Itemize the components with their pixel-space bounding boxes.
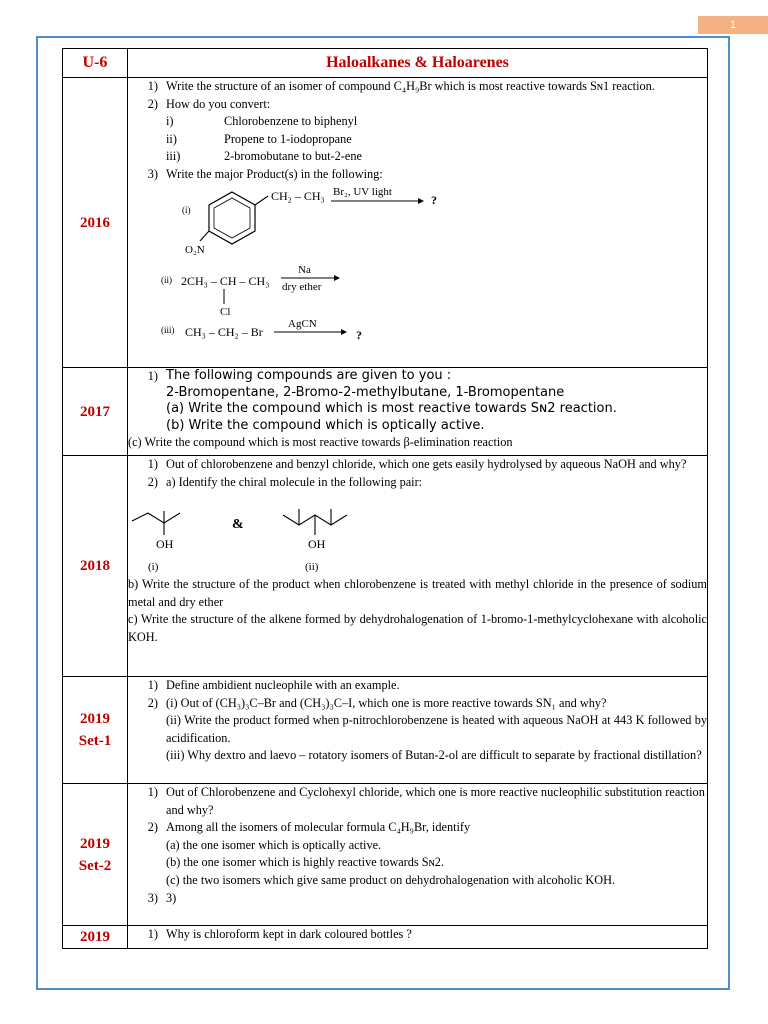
year-label: 2019 xyxy=(80,835,110,852)
question-item xyxy=(128,890,707,908)
question-text: Write the major Product(s) in the following: xyxy=(166,166,383,181)
product-placeholder: ? xyxy=(431,192,437,207)
sub-text: Propene to 1-iodopropane xyxy=(224,131,352,146)
question-number: 1) xyxy=(147,369,158,383)
sub-number: ii) xyxy=(166,131,177,146)
sub-number: i) xyxy=(166,114,174,129)
sub-question xyxy=(128,148,707,166)
question-cell xyxy=(128,677,708,784)
year-cell xyxy=(63,926,128,949)
sub-question: (a) the one isomer which is optically active. xyxy=(166,837,382,852)
question-number: 2) xyxy=(147,820,158,835)
question-text: Out of Chlorobenzene and Cyclohexyl chloride, which one is more reactive nucleophilic substitution reaction and why? xyxy=(166,785,705,817)
skeletal-structure xyxy=(132,513,180,523)
question-text xyxy=(166,368,707,434)
structure-label: (i) xyxy=(148,561,159,574)
question-text: Define ambidient nucleophile with an example. xyxy=(166,678,400,692)
year-label: 2019 xyxy=(80,711,110,727)
structure-label: (ii) xyxy=(305,561,319,574)
question-item xyxy=(128,96,707,114)
year-cell xyxy=(63,78,128,368)
benzene-ring xyxy=(209,192,255,244)
table-row xyxy=(63,926,708,949)
arrow-head xyxy=(418,198,424,204)
chiral-pair-figure xyxy=(128,491,688,573)
sub-question: (c) the two isomers which give same product on dehydrohalogenation with alcoholic KOH. xyxy=(166,872,616,887)
question-item xyxy=(128,677,707,695)
question-cell xyxy=(128,368,708,456)
year-label: 2019 xyxy=(80,929,110,945)
question-line: (c) Write the compound which is most reactive towards β-elimination reaction xyxy=(128,435,513,449)
set-label: Set-2 xyxy=(78,857,112,874)
reaction-schemes xyxy=(128,184,688,349)
reaction-label: (iii) xyxy=(161,324,175,335)
sub-question xyxy=(128,113,707,131)
reagent-text: AgCN xyxy=(288,317,317,330)
question-text: (i) Out of (CH₃)₃C–Br and (CH₃)₃C–I, which one is more reactive towards SN₁ and why? xyxy=(166,695,607,710)
product-placeholder: ? xyxy=(356,327,362,342)
reaction-label: (i) xyxy=(182,204,191,215)
question-item xyxy=(128,78,707,96)
question-number: 1) xyxy=(147,785,158,799)
bond-line xyxy=(255,196,268,205)
question-cell xyxy=(128,784,708,926)
year-label: 2016 xyxy=(80,214,110,231)
question-number: 1) xyxy=(147,678,158,692)
table-row xyxy=(63,368,708,456)
question-line: 2-Bromopentane, 2-Bromo-2-methylbutane, 1-Bromopentane xyxy=(166,384,565,400)
question-text: a) Identify the chiral molecule in the following pair: xyxy=(166,474,423,489)
question-text: Out of chlorobenzene and benzyl chloride, which one gets easily hydrolysed by aqueous NaOH and why? xyxy=(166,457,687,471)
question-item xyxy=(128,456,707,474)
question-number: 1) xyxy=(147,927,158,941)
question-text: How do you convert: xyxy=(166,96,271,111)
reagent-text: Br₂, UV light xyxy=(333,185,392,198)
question-cell xyxy=(128,926,708,949)
question-text: Why is chloroform kept in dark coloured bottles ? xyxy=(166,927,412,941)
question-item xyxy=(128,474,707,492)
year-cell xyxy=(63,677,128,784)
question-cell xyxy=(128,456,708,677)
question-text: c) Write the structure of the alkene formed by dehydrohalogenation of 1-bromo-1-methylcyclohexane with alcoholic KOH. xyxy=(128,612,707,644)
page-number-badge: 1 xyxy=(698,16,768,34)
table-row xyxy=(63,78,708,368)
year-cell xyxy=(63,784,128,926)
substituent-text: CH₂ – CH₃ xyxy=(271,188,325,203)
sub-question: (b) the one isomer which is highly reactive towards Sɴ2. xyxy=(166,855,444,870)
arrow-head xyxy=(334,275,340,281)
reactant-text: 2CH₃ – CH – CH₃ xyxy=(181,273,270,288)
question-text: Among all the isomers of molecular formula C₄H₉Br, identify xyxy=(166,820,471,835)
question-item xyxy=(128,819,707,837)
year-label: 2017 xyxy=(80,403,110,420)
question-text: 3) xyxy=(166,890,177,905)
reagent-text: dry ether xyxy=(282,280,322,293)
question-number: 1) xyxy=(147,79,158,93)
question-item xyxy=(128,166,707,184)
table-row xyxy=(63,677,708,784)
question-number: 3) xyxy=(147,166,158,181)
question-cell xyxy=(128,78,708,368)
year-cell xyxy=(63,456,128,677)
sub-text: Chlorobenzene to biphenyl xyxy=(224,114,358,129)
ampersand: & xyxy=(232,517,244,533)
sub-question: (iii) Why dextro and laevo – rotatory isomers of Butan-2-ol are difficult to separate by fractional distillation? xyxy=(166,748,702,763)
question-line: (b) Write the compound which is optically active. xyxy=(166,417,485,433)
sub-question: (ii) Write the product formed when p-nitrochlorobenzene is heated with aqueous NaOH at 443 K followed by acidification. xyxy=(166,713,707,745)
unit-label: U-6 xyxy=(63,49,128,78)
table-title: Haloalkanes & Haloarenes xyxy=(128,49,708,78)
question-line: The following compounds are given to you : xyxy=(166,368,452,383)
question-line: (a) Write the compound which is most reactive towards Sɴ2 reaction. xyxy=(166,401,617,416)
question-item xyxy=(128,784,707,819)
sub-number: iii) xyxy=(166,149,181,164)
set-label: Set-1 xyxy=(78,733,112,749)
question-number: 3) xyxy=(147,890,158,905)
question-item xyxy=(128,926,707,944)
question-number: 1) xyxy=(147,457,158,471)
hydroxyl-text: OH xyxy=(156,537,174,552)
question-number: 2) xyxy=(147,96,158,111)
reaction-label: (ii) xyxy=(161,274,172,285)
question-text: Write the structure of an isomer of compound C₄H₉Br which is most reactive towards Sɴ1 reaction. xyxy=(166,79,655,93)
question-item xyxy=(128,368,707,434)
hydroxyl-text: OH xyxy=(308,537,326,552)
arrow-head xyxy=(341,329,347,335)
year-label: 2018 xyxy=(80,558,110,574)
sub-text: 2-bromobutane to but-2-ene xyxy=(224,149,362,164)
question-number: 2) xyxy=(147,695,158,710)
table-header-row xyxy=(63,49,708,78)
chlorine-text: Cl xyxy=(220,305,231,318)
table-row xyxy=(63,784,708,926)
question-table xyxy=(62,48,708,949)
question-number: 2) xyxy=(147,474,158,489)
table-row xyxy=(63,456,708,677)
benzene-inner-ring xyxy=(214,198,250,238)
year-cell xyxy=(63,368,128,456)
reactant-text: CH₃ – CH₂ – Br xyxy=(185,324,263,339)
bond-line xyxy=(200,231,209,241)
question-text: b) Write the structure of the product when chlorobenzene is treated with methyl chloride in the presence of sodium metal and dry ether xyxy=(128,577,707,609)
nitro-group-text: O₂N xyxy=(185,243,205,256)
question-item xyxy=(128,695,707,713)
reagent-text: Na xyxy=(298,263,311,276)
sub-question xyxy=(128,131,707,149)
